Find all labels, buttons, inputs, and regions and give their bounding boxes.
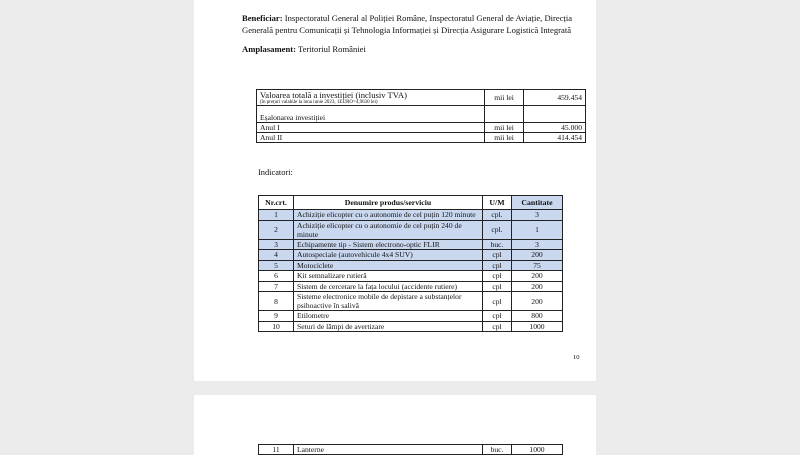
row-um: cpl bbox=[483, 281, 512, 292]
table-row bbox=[259, 321, 563, 332]
page-number: 10 bbox=[573, 354, 580, 361]
year-label: Anul I bbox=[257, 123, 485, 133]
row-nr: 2 bbox=[259, 220, 294, 239]
year-label: Anul II bbox=[257, 133, 485, 143]
row-name: Achiziție elicopter cu o autonomie de cel puțin 120 minute bbox=[294, 210, 483, 221]
row-qty: 1000 bbox=[512, 445, 563, 455]
row-qty: 1000 bbox=[512, 321, 563, 332]
year-unit: mii lei bbox=[485, 123, 524, 133]
row-qty: 3 bbox=[512, 239, 563, 250]
indicators-table bbox=[258, 195, 563, 332]
esalonare-label: Eșalonarea investiției bbox=[257, 106, 485, 123]
total-label-cell bbox=[257, 90, 485, 106]
row-qty: 1 bbox=[512, 220, 563, 239]
price-note: (în prețuri valabile la luna iunie 2023, 1EURO=4,9630 lei) bbox=[260, 100, 378, 105]
table-row bbox=[257, 90, 586, 106]
row-um: buc. bbox=[483, 445, 512, 455]
total-label: Valoarea totală a investiției (inclusiv TVA) bbox=[260, 90, 407, 100]
row-qty: 3 bbox=[512, 210, 563, 221]
row-qty: 200 bbox=[512, 271, 563, 282]
row-um: cpl bbox=[483, 271, 512, 282]
row-name: Kit semnalizare rutieră bbox=[294, 271, 483, 282]
investment-table bbox=[256, 89, 586, 143]
year-value: 414.454 bbox=[524, 133, 586, 143]
table-row bbox=[259, 220, 563, 239]
table-row bbox=[259, 250, 563, 261]
header-nr: Nr.crt. bbox=[259, 196, 294, 210]
header-um: U/M bbox=[483, 196, 512, 210]
row-nr: 1 bbox=[259, 210, 294, 221]
amplasament-text: Teritoriul României bbox=[297, 44, 366, 54]
amplasament-paragraph bbox=[242, 44, 366, 54]
table-header-row bbox=[259, 196, 563, 210]
table-row bbox=[259, 260, 563, 271]
row-qty: 200 bbox=[512, 250, 563, 261]
row-um: buc. bbox=[483, 239, 512, 250]
row-name: Motociclete bbox=[294, 260, 483, 271]
row-nr: 11 bbox=[259, 445, 294, 455]
row-name: Lanterne bbox=[294, 445, 483, 455]
row-name: Sisteme electronice mobile de depistare a substanțelor psihoactive în salivă bbox=[294, 292, 483, 311]
row-nr: 4 bbox=[259, 250, 294, 261]
header-cantitate: Cantitate bbox=[512, 196, 563, 210]
row-name: Sistem de cercetare la fața locului (accidente rutiere) bbox=[294, 281, 483, 292]
year-value: 45.000 bbox=[524, 123, 586, 133]
row-um: cpl bbox=[483, 292, 512, 311]
document-page bbox=[194, 0, 596, 381]
row-nr: 5 bbox=[259, 260, 294, 271]
row-um: cpl. bbox=[483, 210, 512, 221]
row-qty: 75 bbox=[512, 260, 563, 271]
row-um: cpl bbox=[483, 321, 512, 332]
row-nr: 8 bbox=[259, 292, 294, 311]
row-um: cpl bbox=[483, 311, 512, 322]
document-page-next bbox=[194, 395, 596, 455]
beneficiar-text: Inspectoratul General al Poliției Române, Inspectoratul General de Aviație, Direcția Generală pentru Comunicații și Tehnologia Informației și Direcția Asigurare Logistică Integrată bbox=[242, 13, 573, 35]
row-qty: 200 bbox=[512, 292, 563, 311]
row-nr: 9 bbox=[259, 311, 294, 322]
row-nr: 10 bbox=[259, 321, 294, 332]
year-unit: mii lei bbox=[485, 133, 524, 143]
row-nr: 3 bbox=[259, 239, 294, 250]
table-row bbox=[257, 133, 586, 143]
row-um: cpl bbox=[483, 250, 512, 261]
row-um: cpl. bbox=[483, 220, 512, 239]
row-name: Etilometre bbox=[294, 311, 483, 322]
total-unit: mii lei bbox=[485, 90, 524, 106]
row-nr: 6 bbox=[259, 271, 294, 282]
row-name: Autospeciale (autovehicule 4x4 SUV) bbox=[294, 250, 483, 261]
row-um: cpl bbox=[483, 260, 512, 271]
header-denumire: Denumire produs/serviciu bbox=[294, 196, 483, 210]
table-row bbox=[257, 123, 586, 133]
table-row bbox=[259, 281, 563, 292]
table-row bbox=[259, 239, 563, 250]
table-row bbox=[257, 106, 586, 123]
row-name: Seturi de lămpi de avertizare bbox=[294, 321, 483, 332]
table-row bbox=[259, 311, 563, 322]
total-value: 459.454 bbox=[524, 90, 586, 106]
beneficiar-label: Beneficiar: bbox=[242, 13, 283, 23]
row-name: Echipamente tip - Sistem electrono-optic FLIR bbox=[294, 239, 483, 250]
row-qty: 800 bbox=[512, 311, 563, 322]
row-nr: 7 bbox=[259, 281, 294, 292]
table-row bbox=[259, 210, 563, 221]
amplasament-label: Amplasament: bbox=[242, 44, 296, 54]
indicatori-label: Indicatori: bbox=[258, 168, 293, 177]
table-row bbox=[259, 292, 563, 311]
beneficiar-paragraph bbox=[242, 12, 592, 36]
table-row bbox=[259, 271, 563, 282]
row-qty: 200 bbox=[512, 281, 563, 292]
row-name: Achiziție elicopter cu o autonomie de cel puțin 240 de minute bbox=[294, 220, 483, 239]
